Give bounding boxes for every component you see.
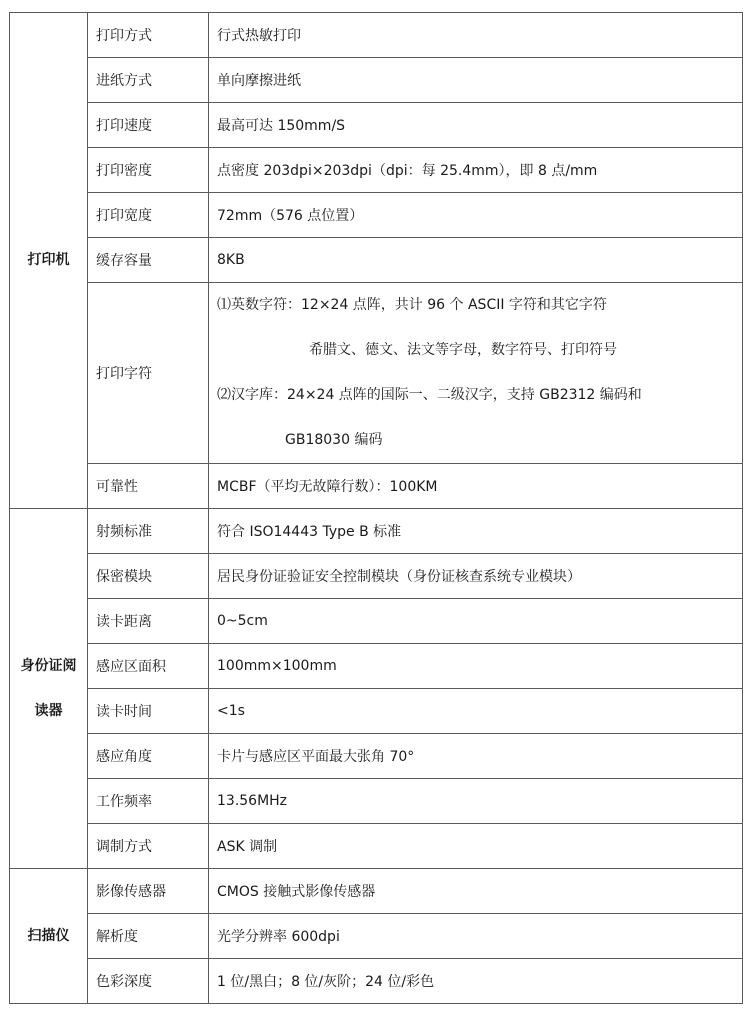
spec-value: <1s xyxy=(209,689,743,734)
spec-value: 单向摩擦进纸 xyxy=(209,58,743,103)
spec-value: 居民身份证验证安全控制模块（身份证核查系统专业模块） xyxy=(209,554,743,599)
spec-name: 可靠性 xyxy=(88,464,209,509)
spec-line: 希腊文、德文、法文等字母，数字符号、打印符号 xyxy=(309,342,617,358)
spec-name: 感应区面积 xyxy=(88,644,209,689)
spec-line: GB18030 编码 xyxy=(285,432,383,448)
spec-value: 8KB xyxy=(209,238,743,283)
spec-name: 进纸方式 xyxy=(88,58,209,103)
table-row xyxy=(10,869,743,914)
spec-name: 工作频率 xyxy=(88,779,209,824)
spec-name: 感应角度 xyxy=(88,734,209,779)
category-id-reader: 身份证阅 读器 xyxy=(10,509,88,869)
spec-value: 符合 ISO14443 Type B 标准 xyxy=(209,509,743,554)
table-row xyxy=(10,599,743,644)
spec-name: 打印字符 xyxy=(88,283,209,464)
spec-name: 色彩深度 xyxy=(88,959,209,1004)
spec-value: MCBF（平均无故障行数）：100KM xyxy=(209,464,743,509)
spec-line: ⑴英数字符：12×24 点阵，共计 96 个 ASCII 字符和其它字符 xyxy=(217,297,607,313)
category-scanner: 扫描仪 xyxy=(10,869,88,1004)
table-row xyxy=(10,464,743,509)
spec-name: 影像传感器 xyxy=(88,869,209,914)
spec-value: 卡片与感应区平面最大张角 70° xyxy=(209,734,743,779)
spec-name: 缓存容量 xyxy=(88,238,209,283)
spec-value: 72mm（576 点位置） xyxy=(209,193,743,238)
spec-value: 13.56MHz xyxy=(209,779,743,824)
table-row xyxy=(10,554,743,599)
table-row xyxy=(10,509,743,554)
spec-value: 0~5cm xyxy=(209,599,743,644)
table-row xyxy=(10,779,743,824)
table-row xyxy=(10,283,743,464)
spec-value: ASK 调制 xyxy=(209,824,743,869)
spec-value: 100mm×100mm xyxy=(209,644,743,689)
table-row xyxy=(10,13,743,58)
spec-name: 打印速度 xyxy=(88,103,209,148)
spec-name: 解析度 xyxy=(88,914,209,959)
spec-line: ⑵汉字库：24×24 点阵的国际一、二级汉字，支持 GB2312 编码和 xyxy=(217,387,642,403)
table-row xyxy=(10,689,743,734)
spec-name: 读卡时间 xyxy=(88,689,209,734)
spec-value: 1 位/黑白；8 位/灰阶；24 位/彩色 xyxy=(209,959,743,1004)
spec-name: 打印密度 xyxy=(88,148,209,193)
table-row xyxy=(10,734,743,779)
spec-name: 射频标准 xyxy=(88,509,209,554)
table-row xyxy=(10,58,743,103)
table-row xyxy=(10,959,743,1004)
table-row xyxy=(10,103,743,148)
spec-name: 打印宽度 xyxy=(88,193,209,238)
spec-value: CMOS 接触式影像传感器 xyxy=(209,869,743,914)
table-row xyxy=(10,193,743,238)
category-printer: 打印机 xyxy=(10,13,88,509)
table-row xyxy=(10,148,743,193)
spec-value: 光学分辨率 600dpi xyxy=(209,914,743,959)
spec-value: 最高可达 150mm/S xyxy=(209,103,743,148)
spec-value: 行式热敏打印 xyxy=(209,13,743,58)
table-row xyxy=(10,824,743,869)
table-row xyxy=(10,914,743,959)
spec-name: 调制方式 xyxy=(88,824,209,869)
table-row xyxy=(10,644,743,689)
spec-table xyxy=(9,12,743,1004)
spec-name: 读卡距离 xyxy=(88,599,209,644)
spec-value-multiline xyxy=(209,283,743,464)
spec-name: 打印方式 xyxy=(88,13,209,58)
spec-name: 保密模块 xyxy=(88,554,209,599)
spec-value: 点密度 203dpi×203dpi（dpi：每 25.4mm），即 8 点/mm xyxy=(209,148,743,193)
table-row xyxy=(10,238,743,283)
